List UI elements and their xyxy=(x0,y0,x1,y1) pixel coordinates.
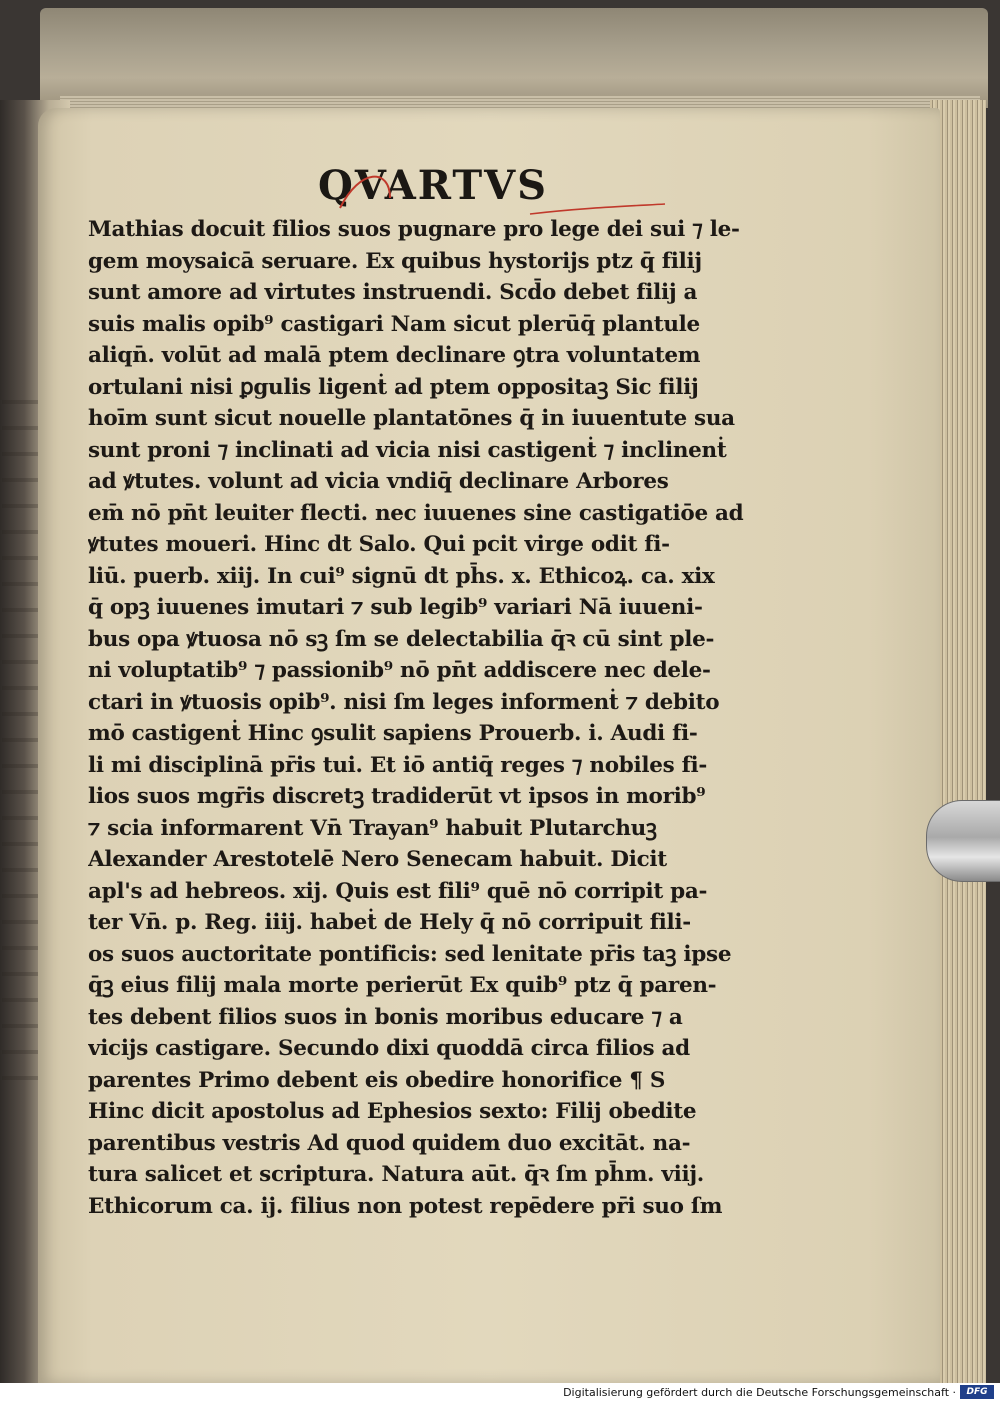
text-line: em̄ nō pn̄t leuiter flecti. nec iuuenes sine castigatiōe ad xyxy=(88,500,744,526)
text-line: aliqn̄. volūt ad malā ptem declinare ꝯtra voluntatem xyxy=(88,343,701,368)
clasp-clip xyxy=(926,800,1000,882)
text-line: Ethicorum ca. ij. filius non potest repēdere pr̄i suo ſm xyxy=(88,1193,723,1219)
text-line: parentes Primo debent eis obedire honorifice ¶ S xyxy=(88,1067,666,1093)
text-line: ortulani nisi ꝑgulis ligenṫ ad ptem oppositaꝫ Sic filij xyxy=(88,374,699,400)
dfg-credit: Digitalisierung gefördert durch die Deutsche Forschungsgemeinschaft · xyxy=(563,1386,956,1399)
text-line: li mi disciplinā pr̄is tui. Et iō antiq̄ reges ⁊ nobiles fi- xyxy=(88,752,708,778)
text-line: Hinc dicit apostolus ad Ephesios sexto: Filij obedite xyxy=(88,1099,697,1124)
text-line: q̄ opꝫ iuuenes imutari ⁊ sub legib⁹ variari Nā iuueni- xyxy=(88,595,703,620)
text-line: ad ꝟtutes. volunt ad vicia vndiq̄ declinare Arbores xyxy=(88,469,669,494)
text-line: ni voluptatib⁹ ⁊ passionib⁹ nō pn̄t addiscere nec dele- xyxy=(88,658,711,683)
text-line: suis malis opib⁹ castigari Nam sicut plerūq̄ plantule xyxy=(88,311,700,337)
text-line: os suos auctoritate pontificis: sed lenitate pr̄is taꝫ ipse xyxy=(88,941,732,967)
text-line: sunt proni ⁊ inclinati ad vicia nisi castigenṫ ⁊ inclinenṫ xyxy=(88,437,727,463)
text-line: ctari in ꝟtuosis opib⁹. nisi ſm leges informenṫ ⁊ debito xyxy=(88,689,720,715)
dfg-logo: DFG xyxy=(960,1385,994,1399)
text-line: ⁊ scia informarent Vn̄ Trayan⁹ habuit Plutarchuꝫ xyxy=(88,815,657,841)
text-line: gem moysaicā seruare. Ex quibus hystorijs ptz q̄ filij xyxy=(88,248,702,274)
footer-bar xyxy=(0,1383,1000,1403)
main-text-block xyxy=(88,214,768,1222)
text-line: ꝟtutes moueri. Hinc dt Salo. Qui pcit virge odit fi- xyxy=(88,532,670,557)
text-line: ter Vn̄. p. Reg. iiij. habeṫ de Hely q̄ nō corripuit fili- xyxy=(88,910,691,935)
page-heading: QVARTVS xyxy=(318,162,549,209)
text-line: tes debent filios suos in bonis moribus educare ⁊ a xyxy=(88,1004,683,1030)
text-line: q̄ꝫ eius filij mala morte perierūt Ex quib⁹ ptz q̄ paren- xyxy=(88,973,717,998)
text-line: bus opa ꝟtuosa nō sꝫ ſm se delectabilia q̄ꝛ cū sint ple- xyxy=(88,626,715,652)
text-line: sunt amore ad virtutes instruendi. Scd̄o debet filij a xyxy=(88,280,698,305)
text-line: Mathias docuit filios suos pugnare pro lege dei sui ⁊ le- xyxy=(88,217,740,242)
text-line: hoīm sunt sicut nouelle plantatōnes q̄ in iuuentute sua xyxy=(88,406,735,431)
book-board-top xyxy=(40,8,988,108)
text-line: Alexander Arestotelē Nero Senecam habuit. Dicit xyxy=(88,847,667,872)
text-line: tura salicet et scriptura. Natura aūt. q̄ꝛ ſm ph̄m. viij. xyxy=(88,1162,704,1187)
text-line: lios suos mgr̄is discretꝫ tradiderūt vt ipsos in morib⁹ xyxy=(88,784,706,809)
text-line: mō castigenṫ Hinc ꝯsulit sapiens Prouerb. i. Audi fi- xyxy=(88,721,698,746)
text-line: liū. puerb. xiij. In cui⁹ signū dt ph̄s. x. Ethicoꝝ. ca. xix xyxy=(88,563,715,589)
text-line: apl's ad hebreos. xij. Quis est fili⁹ quē nō corripit pa- xyxy=(88,878,708,904)
text-line: parentibus vestris Ad quod quidem duo excitāt. na- xyxy=(88,1130,691,1156)
text-line: vicijs castigare. Secundo dixi quoddā circa filios ad xyxy=(88,1036,690,1061)
